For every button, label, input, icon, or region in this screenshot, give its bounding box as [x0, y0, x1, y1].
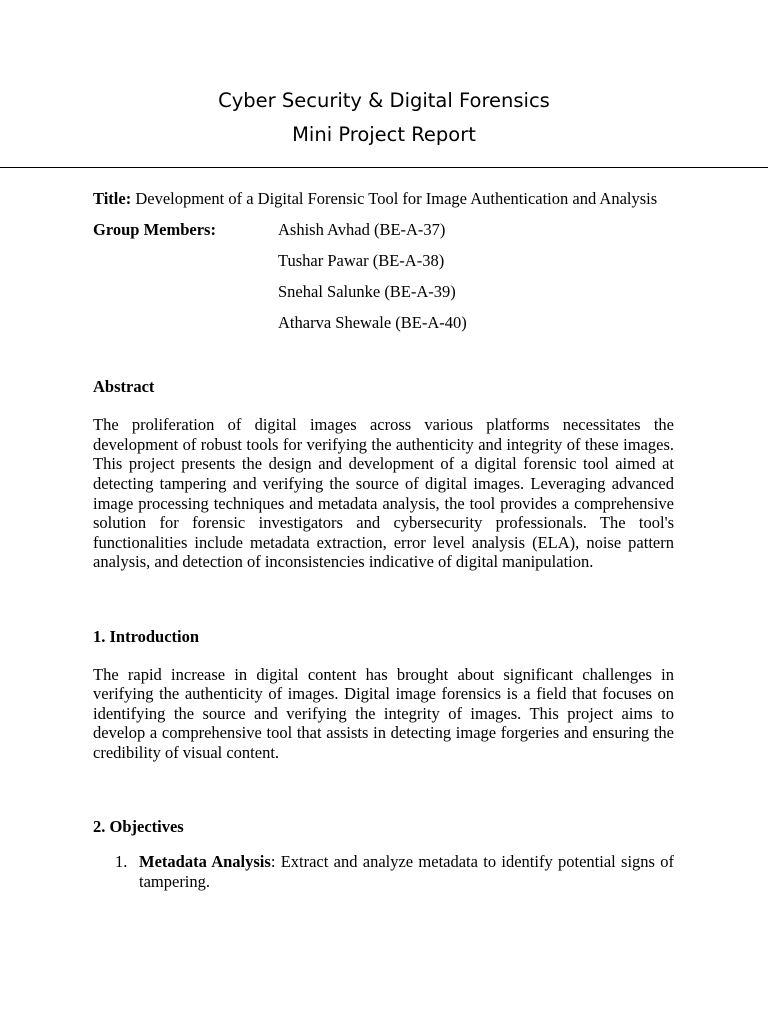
objective-term: Metadata Analysis [139, 852, 271, 872]
objective-number: 1. [115, 852, 128, 872]
objective-item [115, 852, 674, 891]
introduction-text: The rapid increase in digital content has brought about significant challenges in verifying the authenticity of images. Digital image forensics is a field that focuses on identifying the source and verifying the integrity of images. This project aims to develop a comprehensive tool that assists in detecting image forgeries and ensuring the credibility of visual content. [93, 664, 674, 762]
document-body [93, 189, 674, 891]
objective-text [139, 852, 674, 891]
abstract-heading: Abstract [93, 376, 155, 396]
introduction-heading: 1. Introduction [93, 626, 200, 646]
group-members-label: Group Members: [93, 219, 216, 239]
objective-description: : Extract and analyze metadata to identify potential signs of tampering. [139, 852, 674, 891]
member-row [93, 282, 674, 313]
member-name: Snehal Salunke (BE-A-39) [278, 281, 456, 301]
title-text: Development of a Digital Forensic Tool for Image Authentication and Analysis [135, 189, 658, 208]
course-title: Cyber Security & Digital Forensics [218, 89, 550, 112]
title-label: Title: [93, 189, 132, 208]
abstract-text: The proliferation of digital images across various platforms necessitates the development of robust tools for verifying the authenticity and integrity of these images. This project presents the design and development of a digital forensic tool aimed at detecting tampering and verifying the source of digital images. Leveraging advanced image processing techniques and metadata analysis, the tool provides a comprehensive solution for forensic investigators and cybersecurity professionals. The tool's functionalities include metadata extraction, error level analysis (ELA), noise pattern analysis, and detection of inconsistencies indicative of digital manipulation. [93, 415, 674, 572]
project-title [93, 189, 674, 209]
member-row [93, 251, 674, 282]
member-name: Ashish Avhad (BE-A-37) [278, 219, 446, 239]
member-row [93, 220, 674, 251]
member-name: Tushar Pawar (BE-A-38) [278, 250, 445, 270]
header-divider [0, 167, 768, 168]
objectives-heading: 2. Objectives [93, 816, 184, 836]
document-header [0, 84, 768, 152]
report-title: Mini Project Report [292, 123, 476, 146]
member-row [93, 313, 674, 344]
member-name: Atharva Shewale (BE-A-40) [278, 312, 467, 332]
group-members [93, 220, 674, 344]
